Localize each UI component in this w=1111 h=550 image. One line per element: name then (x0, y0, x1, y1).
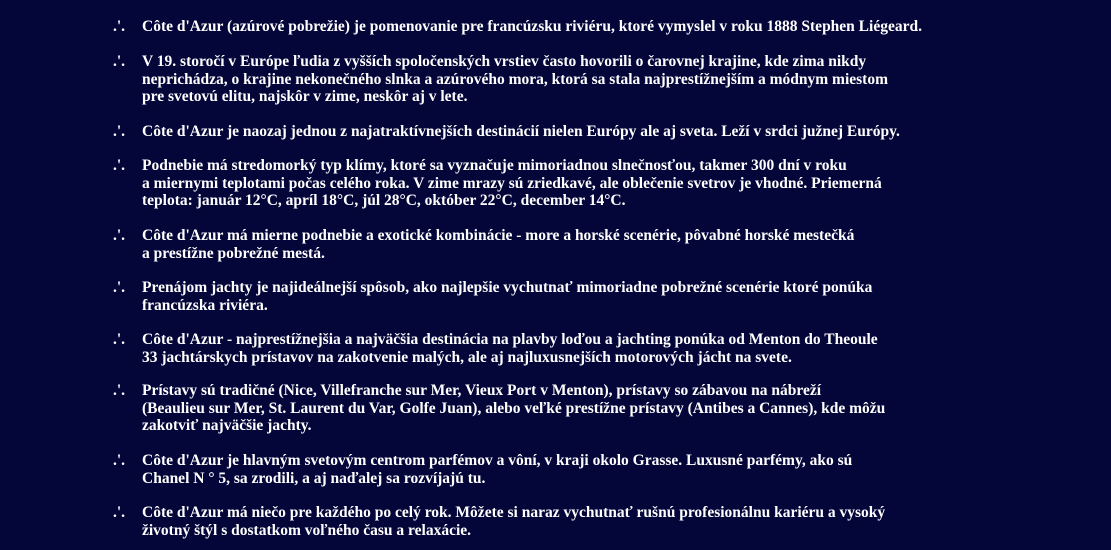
paragraph-text (142, 331, 1092, 366)
text-line: neprichádza, o krajine nekonečného slnka a azúrového mora, ktorá sa stala najprestížnejším a módnym miestom (142, 70, 888, 88)
bullet-marker: .'. (113, 382, 126, 399)
text-line: Côte d'Azur má niečo pre každého po celý rok. Môžete si naraz vychutnať rušnú profesionálnu kariéru a vysoký (142, 504, 886, 521)
paragraph-text (142, 452, 1092, 487)
text-line: Côte d'Azur - najprestížnejšia a najväčšia destinácia na plavby loďou a jachting ponúka od Menton do Theoule (142, 331, 878, 348)
paragraph-text (142, 227, 1092, 262)
text-line: Prenájom jachty je najideálnejší spôsob, ako najlepšie vychutnať mimoriadne pobrežné scenérie ktoré ponúka (142, 279, 873, 296)
paragraph-text (142, 53, 1092, 106)
text-line: 33 jachtárskych prístavov na zakotvenie malých, ale aj najluxusnejších motorových jácht na svete. (142, 348, 792, 366)
text-line: Côte d'Azur (azúrové pobrežie) je pomenovanie pre francúzsku riviéru, ktoré vymyslel v roku 1888 Stephen Liégeard. (142, 18, 922, 35)
text-line: Chanel N ° 5, sa zrodili, a aj naďalej sa rozvíjajú tu. (142, 469, 486, 487)
list-item (113, 53, 1093, 106)
text-line: (Beaulieu sur Mer, St. Laurent du Var, Golfe Juan), alebo veľké prestížne prístavy (Antibes a Cannes), kde môžu (142, 399, 886, 417)
text-line: teplota: január 12°C, apríl 18°C, júl 28°C, október 22°C, december 14°C. (142, 192, 626, 209)
text-line: a miernymi teplotami počas celého roka. V zime mrazy sú zriedkavé, ale oblečenie svetrov je vhodné. Priemerná (142, 174, 882, 192)
paragraph-text (142, 18, 1092, 36)
bullet-marker: .'. (113, 452, 126, 469)
bullet-marker: .'. (113, 18, 126, 35)
paragraph-text (142, 504, 1092, 539)
text-line: Côte d'Azur je naozaj jednou z najatraktívnejších destinácií nielen Európy ale aj sveta. Leží v srdci južnej Európy. (142, 123, 900, 140)
paragraph-text (142, 123, 1092, 141)
bullet-marker: .'. (113, 157, 126, 174)
list-item (113, 331, 1093, 366)
bullet-marker: .'. (113, 504, 126, 521)
list-item (113, 279, 1093, 314)
bullet-marker: .'. (113, 227, 126, 244)
list-item (113, 18, 1093, 36)
list-item (113, 382, 1093, 435)
text-line: Côte d'Azur je hlavným svetovým centrom parfémov a vôní, v kraji okolo Grasse. Luxusné parfémy, ako sú (142, 452, 853, 469)
bullet-marker: .'. (113, 53, 126, 70)
list-item (113, 227, 1093, 262)
text-line: a prestížne pobrežné mestá. (142, 244, 325, 262)
text-line: Podnebie má stredomorký typ klímy, ktoré sa vyznačuje mimoriadnou slnečnosťou, takmer 300 dní v roku (142, 157, 847, 174)
text-line: zakotviť najväčšie jachty. (142, 417, 312, 434)
text-line: Prístavy sú tradičné (Nice, Villefranche sur Mer, Vieux Port v Menton), prístavy so zábavou na nábreží (142, 382, 822, 399)
paragraph-text (142, 157, 1092, 210)
text-line: životný štýl s dostatkom voľného času a relaxácie. (142, 521, 472, 539)
list-item (113, 157, 1093, 210)
bullet-marker: .'. (113, 279, 126, 296)
list-item (113, 452, 1093, 487)
text-line: Côte d'Azur má mierne podnebie a exotické kombinácie - more a horské scenérie, pôvabné horské mestečká (142, 227, 855, 244)
paragraph-text (142, 382, 1092, 435)
list-item (113, 504, 1093, 539)
text-line: V 19. storočí v Európe ľudia z vyšších spoločenských vrstiev často hovorili o čarovnej krajine, kde zima nikdy (142, 53, 867, 70)
paragraph-text (142, 279, 1092, 314)
bullet-marker: .'. (113, 331, 126, 348)
bullet-marker: .'. (113, 123, 126, 140)
text-line: pre svetovú elitu, najskôr v zime, neskôr aj v lete. (142, 88, 468, 105)
list-item (113, 123, 1093, 141)
text-line: francúzska riviéra. (142, 296, 268, 314)
